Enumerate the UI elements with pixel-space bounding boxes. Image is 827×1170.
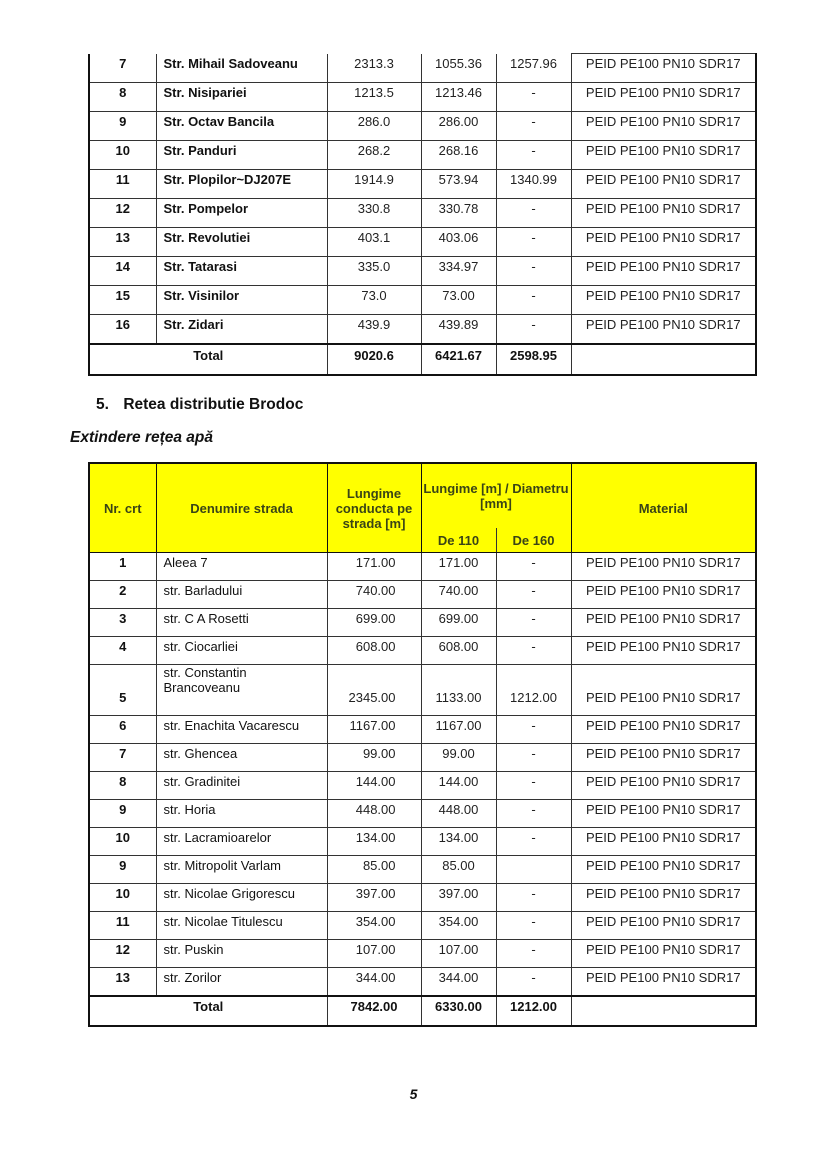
row-number: 16	[89, 315, 156, 345]
pipe-length: 1167.00	[327, 716, 421, 744]
table-row	[89, 744, 756, 772]
section-subtitle: Extindere rețea apă	[70, 429, 214, 446]
street-name: Str. Tatarasi	[156, 257, 327, 286]
street-name: str. C A Rosetti	[156, 609, 327, 637]
length-de160: -	[496, 199, 571, 228]
length-de110: 286.00	[421, 112, 496, 141]
row-number: 7	[89, 744, 156, 772]
street-name: str. Lacramioarelor	[156, 828, 327, 856]
table-row	[89, 257, 756, 286]
total-row	[89, 996, 756, 1026]
length-de110: 403.06	[421, 228, 496, 257]
table-row	[89, 170, 756, 199]
length-de160: -	[496, 968, 571, 997]
material: PEID PE100 PN10 SDR17	[571, 257, 756, 286]
length-de160: -	[496, 800, 571, 828]
street-name: str. Enachita Vacarescu	[156, 716, 327, 744]
row-number: 12	[89, 199, 156, 228]
material: PEID PE100 PN10 SDR17	[571, 744, 756, 772]
length-de110: 1167.00	[421, 716, 496, 744]
material: PEID PE100 PN10 SDR17	[571, 637, 756, 665]
length-de110: 99.00	[421, 744, 496, 772]
table-row	[89, 637, 756, 665]
header-de160: De 160	[496, 528, 571, 553]
length-de110: 740.00	[421, 581, 496, 609]
table-row	[89, 141, 756, 170]
material: PEID PE100 PN10 SDR17	[571, 315, 756, 345]
street-name: Str. Visinilor	[156, 286, 327, 315]
pipe-length: 448.00	[327, 800, 421, 828]
street-name: Str. Zidari	[156, 315, 327, 345]
material: PEID PE100 PN10 SDR17	[571, 228, 756, 257]
street-name: Str. Mihail Sadoveanu	[156, 54, 327, 83]
table-row	[89, 286, 756, 315]
material: PEID PE100 PN10 SDR17	[571, 716, 756, 744]
length-de160: -	[496, 884, 571, 912]
row-number: 6	[89, 716, 156, 744]
water-network-extension-table	[88, 462, 757, 1027]
total-de110: 6330.00	[421, 996, 496, 1026]
table-row	[89, 228, 756, 257]
length-de160: -	[496, 716, 571, 744]
material: PEID PE100 PN10 SDR17	[571, 856, 756, 884]
length-de110: 330.78	[421, 199, 496, 228]
material: PEID PE100 PN10 SDR17	[571, 83, 756, 112]
table-header-row	[89, 463, 756, 528]
street-name: Aleea 7	[156, 553, 327, 581]
street-name: Str. Nisipariei	[156, 83, 327, 112]
street-name: str. Puskin	[156, 940, 327, 968]
length-de160: -	[496, 228, 571, 257]
table-row	[89, 553, 756, 581]
length-de160: -	[496, 637, 571, 665]
street-name: str. Horia	[156, 800, 327, 828]
header-material: Material	[571, 463, 756, 553]
row-number: 10	[89, 828, 156, 856]
header-street-name: Denumire strada	[156, 463, 327, 553]
row-number: 8	[89, 83, 156, 112]
row-number: 9	[89, 112, 156, 141]
pipe-length: 85.00	[327, 856, 421, 884]
pipe-length: 699.00	[327, 609, 421, 637]
length-de160: -	[496, 315, 571, 345]
pipe-length: 73.0	[327, 286, 421, 315]
material: PEID PE100 PN10 SDR17	[571, 800, 756, 828]
length-de160: -	[496, 744, 571, 772]
length-de160: -	[496, 553, 571, 581]
total-de160: 2598.95	[496, 344, 571, 375]
pipe-length: 107.00	[327, 940, 421, 968]
row-number: 9	[89, 800, 156, 828]
length-de160: -	[496, 772, 571, 800]
table-row	[89, 772, 756, 800]
table-row	[89, 828, 756, 856]
material: PEID PE100 PN10 SDR17	[571, 199, 756, 228]
row-number: 8	[89, 772, 156, 800]
length-de160: -	[496, 828, 571, 856]
section-number: 5.	[96, 396, 109, 413]
length-de160	[496, 856, 571, 884]
length-de160: -	[496, 286, 571, 315]
total-label: Total	[89, 996, 327, 1026]
length-de110: 699.00	[421, 609, 496, 637]
row-number: 7	[89, 54, 156, 83]
section-heading	[96, 396, 303, 414]
material: PEID PE100 PN10 SDR17	[571, 772, 756, 800]
length-de110: 134.00	[421, 828, 496, 856]
material: PEID PE100 PN10 SDR17	[571, 968, 756, 997]
pipe-length: 740.00	[327, 581, 421, 609]
row-number: 15	[89, 286, 156, 315]
pipe-length: 344.00	[327, 968, 421, 997]
material: PEID PE100 PN10 SDR17	[571, 940, 756, 968]
total-length: 7842.00	[327, 996, 421, 1026]
street-name: str. Ciocarliei	[156, 637, 327, 665]
row-number: 13	[89, 228, 156, 257]
material: PEID PE100 PN10 SDR17	[571, 553, 756, 581]
row-number: 12	[89, 940, 156, 968]
length-de110: 144.00	[421, 772, 496, 800]
street-name: Str. Plopilor~DJ207E	[156, 170, 327, 199]
length-de160: 1212.00	[496, 665, 571, 716]
material: PEID PE100 PN10 SDR17	[571, 141, 756, 170]
row-number: 9	[89, 856, 156, 884]
street-name: Str. Revolutiei	[156, 228, 327, 257]
street-pipes-table-continued	[88, 53, 757, 376]
length-de110: 268.16	[421, 141, 496, 170]
pipe-length: 403.1	[327, 228, 421, 257]
table-row	[89, 856, 756, 884]
section-title: Retea distributie Brodoc	[123, 396, 304, 413]
material: PEID PE100 PN10 SDR17	[571, 828, 756, 856]
header-pipe-length: Lungime conducta pe strada [m]	[327, 463, 421, 553]
pipe-length: 1914.9	[327, 170, 421, 199]
material: PEID PE100 PN10 SDR17	[571, 581, 756, 609]
pipe-length: 99.00	[327, 744, 421, 772]
header-length-diameter-group: Lungime [m] / Diametru [mm]	[421, 463, 571, 528]
pipe-length: 171.00	[327, 553, 421, 581]
table-row	[89, 315, 756, 345]
length-de110: 171.00	[421, 553, 496, 581]
length-de110: 1055.36	[421, 54, 496, 83]
header-nr-crt: Nr. crt	[89, 463, 156, 553]
table-row	[89, 112, 756, 141]
table-row	[89, 968, 756, 997]
length-de110: 354.00	[421, 912, 496, 940]
material: PEID PE100 PN10 SDR17	[571, 286, 756, 315]
total-material	[571, 996, 756, 1026]
street-name: Str. Octav Bancila	[156, 112, 327, 141]
pipe-length: 134.00	[327, 828, 421, 856]
street-name: str. Zorilor	[156, 968, 327, 997]
row-number: 14	[89, 257, 156, 286]
pipe-length: 268.2	[327, 141, 421, 170]
table-row	[89, 199, 756, 228]
row-number: 11	[89, 170, 156, 199]
street-name: str. Nicolae Grigorescu	[156, 884, 327, 912]
total-de110: 6421.67	[421, 344, 496, 375]
length-de110: 1213.46	[421, 83, 496, 112]
row-number: 4	[89, 637, 156, 665]
length-de110: 334.97	[421, 257, 496, 286]
length-de160: -	[496, 112, 571, 141]
pipe-length: 144.00	[327, 772, 421, 800]
table-row	[89, 581, 756, 609]
table-row	[89, 609, 756, 637]
length-de160: -	[496, 609, 571, 637]
length-de160: -	[496, 912, 571, 940]
total-row	[89, 344, 756, 375]
row-number: 10	[89, 141, 156, 170]
length-de160: -	[496, 581, 571, 609]
length-de110: 344.00	[421, 968, 496, 997]
length-de110: 439.89	[421, 315, 496, 345]
row-number: 10	[89, 884, 156, 912]
length-de110: 608.00	[421, 637, 496, 665]
total-length: 9020.6	[327, 344, 421, 375]
pipe-length: 335.0	[327, 257, 421, 286]
header-de110: De 110	[421, 528, 496, 553]
material: PEID PE100 PN10 SDR17	[571, 170, 756, 199]
length-de110: 73.00	[421, 286, 496, 315]
table-row	[89, 54, 756, 83]
table-row	[89, 665, 756, 716]
row-number: 13	[89, 968, 156, 997]
length-de160: 1257.96	[496, 54, 571, 83]
length-de110: 85.00	[421, 856, 496, 884]
street-name: str. Barladului	[156, 581, 327, 609]
length-de110: 397.00	[421, 884, 496, 912]
total-material	[571, 344, 756, 375]
pipe-length: 2345.00	[327, 665, 421, 716]
street-name: Str. Pompelor	[156, 199, 327, 228]
table-row	[89, 716, 756, 744]
street-name: str. Nicolae Titulescu	[156, 912, 327, 940]
pipe-length: 439.9	[327, 315, 421, 345]
length-de110: 448.00	[421, 800, 496, 828]
material: PEID PE100 PN10 SDR17	[571, 112, 756, 141]
row-number: 2	[89, 581, 156, 609]
row-number: 5	[89, 665, 156, 716]
street-name: str. Constantin Brancoveanu	[156, 665, 327, 716]
length-de160: -	[496, 83, 571, 112]
table-row	[89, 884, 756, 912]
page-number: 5	[409, 1086, 418, 1102]
pipe-length: 397.00	[327, 884, 421, 912]
pipe-length: 2313.3	[327, 54, 421, 83]
total-label: Total	[89, 344, 327, 375]
length-de160: -	[496, 940, 571, 968]
material: PEID PE100 PN10 SDR17	[571, 912, 756, 940]
material: PEID PE100 PN10 SDR17	[571, 609, 756, 637]
total-de160: 1212.00	[496, 996, 571, 1026]
table-row	[89, 83, 756, 112]
material: PEID PE100 PN10 SDR17	[571, 54, 756, 83]
length-de160: 1340.99	[496, 170, 571, 199]
table-row	[89, 800, 756, 828]
street-name: Str. Panduri	[156, 141, 327, 170]
length-de110: 1133.00	[421, 665, 496, 716]
length-de160: -	[496, 257, 571, 286]
row-number: 3	[89, 609, 156, 637]
length-de110: 107.00	[421, 940, 496, 968]
length-de160: -	[496, 141, 571, 170]
table-row	[89, 940, 756, 968]
pipe-length: 1213.5	[327, 83, 421, 112]
pipe-length: 330.8	[327, 199, 421, 228]
pipe-length: 354.00	[327, 912, 421, 940]
pipe-length: 608.00	[327, 637, 421, 665]
material: PEID PE100 PN10 SDR17	[571, 884, 756, 912]
street-name: str. Ghencea	[156, 744, 327, 772]
length-de110: 573.94	[421, 170, 496, 199]
pipe-length: 286.0	[327, 112, 421, 141]
material: PEID PE100 PN10 SDR17	[571, 665, 756, 716]
row-number: 11	[89, 912, 156, 940]
street-name: str. Mitropolit Varlam	[156, 856, 327, 884]
row-number: 1	[89, 553, 156, 581]
table-row	[89, 912, 756, 940]
street-name: str. Gradinitei	[156, 772, 327, 800]
